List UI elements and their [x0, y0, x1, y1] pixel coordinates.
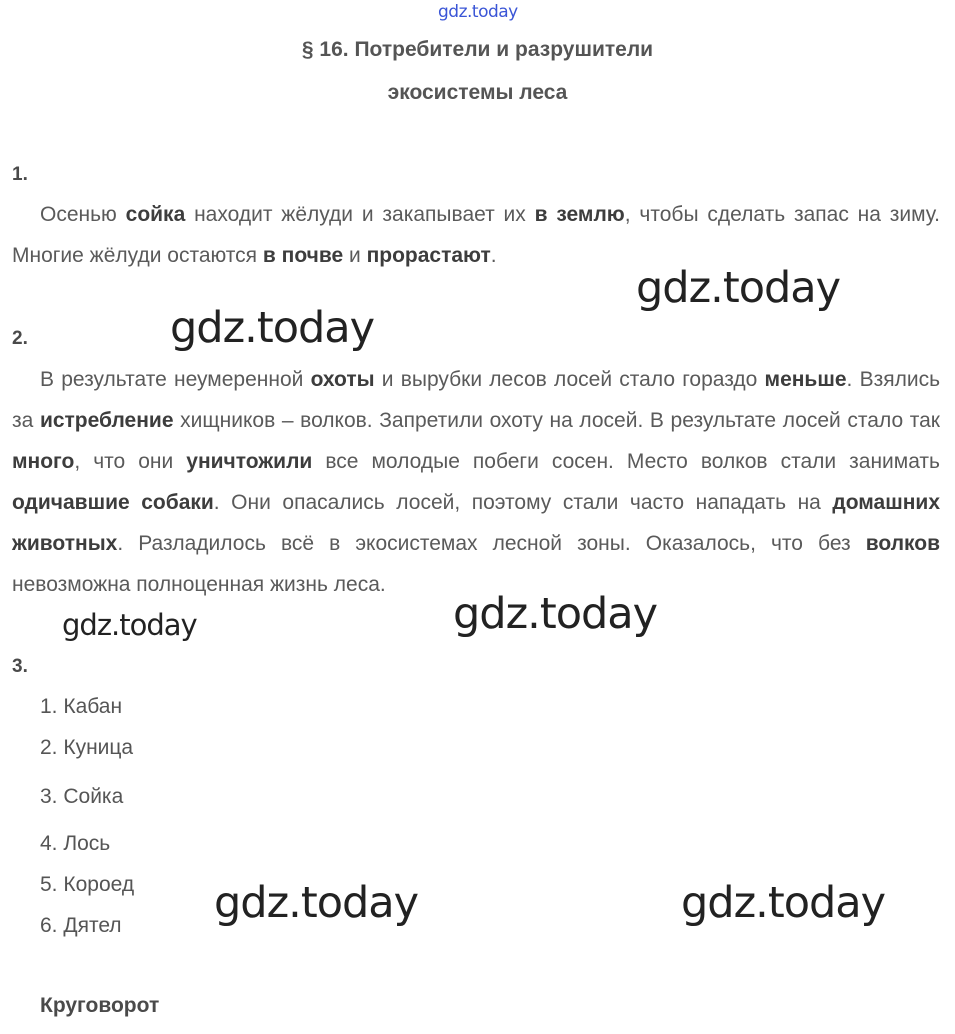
question-1-number: 1. [12, 164, 28, 185]
question-3-number: 3. [12, 656, 28, 677]
list-item: 3. Сойка [40, 785, 124, 808]
list-item: 1. Кабан [40, 695, 123, 718]
watermark: gdz.today [170, 303, 375, 353]
list-item: 5. Короед [40, 873, 135, 896]
list-item: 2. Куница [40, 736, 134, 759]
page-title: § 16. Потребители и разрушители [301, 38, 654, 61]
watermark: gdz.today [681, 878, 886, 928]
page-subtitle: экосистемы леса [387, 81, 568, 104]
watermark: gdz.today [636, 263, 841, 313]
watermark: gdz.today [453, 589, 658, 639]
section-subheading: Круговорот [40, 994, 160, 1017]
watermark: gdz.today [62, 608, 197, 642]
question-2-number: 2. [12, 328, 28, 349]
watermark: gdz.today [214, 878, 419, 928]
watermark-top: gdz.today [438, 2, 518, 22]
answer-1-paragraph: Осенью сойка находит жёлуди и закапывает их в землю, чтобы сделать запас на зиму. Многие жёлуди остаются в почве и прорастают. [12, 203, 941, 267]
list-item: 6. Дятел [40, 914, 122, 937]
list-item: 4. Лось [40, 832, 111, 855]
answer-2-paragraph: В результате неумеренной охоты и вырубки лесов лосей стало гораздо меньше. Взялись за истребление хищников – волков. Запретили охоту на лосей. В результате лосей стало так много, что они уничтожили все молодые побеги сосен. Место волков стали занимать одичавшие собаки. Они опасались лосей, поэтому стали часто нападать на домашних животных. Разладилось всё в экосистемах лесной зоны. Оказалось, что без волков невозможна полноценная жизнь леса. [12, 368, 941, 596]
